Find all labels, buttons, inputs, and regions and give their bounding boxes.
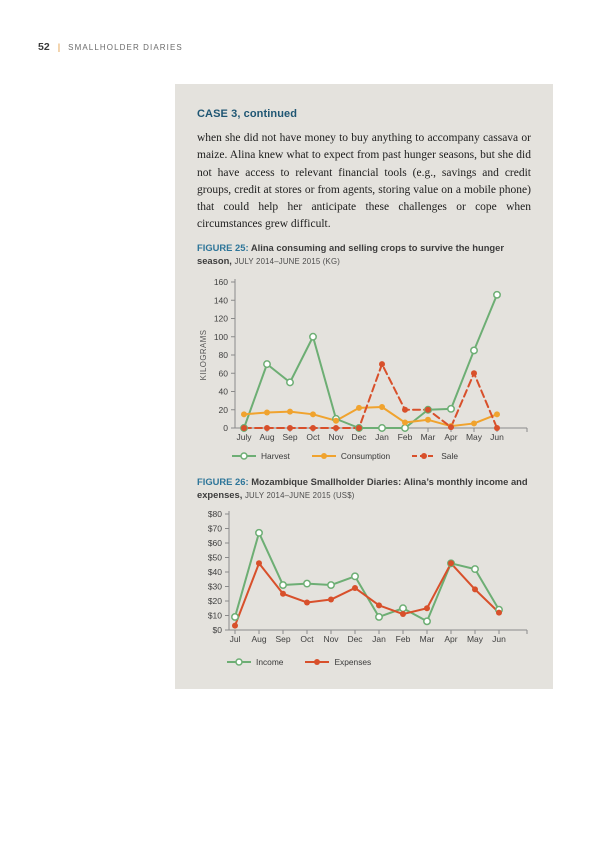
data-point-sale [425, 407, 431, 413]
data-point-income [232, 614, 238, 620]
data-point-harvest [264, 361, 270, 367]
figure26-caption [197, 475, 531, 503]
figure25-subtitle: JULY 2014–JUNE 2015 (KG) [234, 257, 341, 267]
data-point-harvest [402, 425, 408, 431]
svg-text:80: 80 [218, 349, 228, 360]
data-point-expenses [400, 611, 406, 617]
svg-text:Jul: Jul [229, 633, 241, 644]
svg-text:Jan: Jan [372, 633, 386, 644]
data-point-sale [494, 425, 500, 431]
data-point-consumption [379, 404, 385, 410]
data-point-expenses [280, 591, 286, 597]
svg-text:KILOGRAMS: KILOGRAMS [199, 329, 208, 381]
svg-text:Jun: Jun [490, 431, 504, 442]
svg-text:$20: $20 [207, 595, 222, 606]
header-divider: | [57, 41, 61, 53]
series-line-sale [244, 364, 497, 428]
svg-text:0: 0 [223, 422, 228, 433]
data-point-expenses [424, 605, 430, 611]
legend-marker-income [227, 657, 251, 667]
data-point-harvest [310, 333, 316, 339]
svg-text:Feb: Feb [397, 431, 413, 442]
data-point-income [304, 580, 310, 586]
svg-text:100: 100 [213, 331, 228, 342]
figure26-title: Mozambique Smallholder Diaries: Alina’s monthly income and expenses, [197, 475, 528, 501]
svg-text:Oct: Oct [300, 633, 314, 644]
svg-text:Aug: Aug [259, 431, 275, 442]
data-point-expenses [376, 602, 382, 608]
legend-item-sale [412, 451, 458, 461]
data-point-harvest [379, 425, 385, 431]
figure25-chart [197, 271, 531, 450]
legend-item-income [227, 657, 283, 667]
case-study-box [175, 84, 553, 689]
data-point-sale [471, 370, 477, 376]
data-point-income [328, 582, 334, 588]
data-point-expenses [496, 609, 502, 615]
data-point-sale [379, 361, 385, 367]
figure26-chart [197, 505, 531, 656]
legend-marker-harvest [232, 451, 256, 461]
svg-text:May: May [465, 431, 483, 442]
data-point-sale [287, 425, 293, 431]
data-point-income [376, 614, 382, 620]
data-point-income [400, 605, 406, 611]
legend-label: Income [256, 656, 284, 667]
data-point-expenses [472, 586, 478, 592]
svg-text:20: 20 [218, 404, 228, 415]
legend-item-harvest [232, 451, 290, 461]
figure26-subtitle: JULY 2014–JUNE 2015 (US$) [244, 491, 355, 501]
data-point-sale [333, 425, 339, 431]
data-point-harvest [448, 405, 454, 411]
svg-text:$10: $10 [207, 610, 222, 621]
svg-text:$50: $50 [207, 552, 222, 563]
svg-text:160: 160 [213, 276, 228, 287]
legend-marker-expenses [305, 657, 329, 667]
data-point-harvest [287, 379, 293, 385]
legend-label: Harvest [261, 450, 290, 461]
figure25-title: Alina consuming and selling crops to survive the hunger season, [197, 241, 505, 267]
series-line-income [235, 533, 499, 621]
legend-item-expenses [305, 657, 371, 667]
page-number: 52 [38, 41, 50, 53]
svg-text:$40: $40 [207, 566, 222, 577]
case-heading: CASE 3, continued [197, 108, 298, 120]
svg-text:Jan: Jan [375, 431, 389, 442]
data-point-sale [264, 425, 270, 431]
data-point-consumption [264, 409, 270, 415]
data-point-income [424, 618, 430, 624]
data-point-consumption [402, 419, 408, 425]
data-point-consumption [333, 417, 339, 423]
svg-text:Jun: Jun [492, 633, 506, 644]
svg-text:Apr: Apr [444, 431, 458, 442]
figure25-label: FIGURE 25: [197, 241, 249, 253]
line-chart-svg [197, 271, 531, 445]
running-title: SMALLHOLDER DIARIES [68, 43, 183, 52]
data-point-sale [402, 407, 408, 413]
svg-text:$30: $30 [207, 581, 222, 592]
figure25-legend [232, 451, 531, 461]
data-point-consumption [356, 405, 362, 411]
data-point-consumption [494, 411, 500, 417]
svg-text:Sep: Sep [275, 633, 291, 644]
figure26-legend [227, 657, 531, 667]
data-point-sale [356, 425, 362, 431]
svg-text:$70: $70 [207, 523, 222, 534]
svg-text:$60: $60 [207, 537, 222, 548]
legend-marker-sale [412, 451, 436, 461]
svg-text:Dec: Dec [351, 431, 367, 442]
data-point-consumption [471, 420, 477, 426]
figure25-caption [197, 241, 531, 269]
data-point-harvest [494, 291, 500, 297]
data-point-expenses [448, 560, 454, 566]
svg-text:Feb: Feb [395, 633, 411, 644]
svg-text:Mar: Mar [419, 633, 435, 644]
page-header [38, 41, 183, 53]
data-point-income [280, 582, 286, 588]
svg-text:Oct: Oct [306, 431, 320, 442]
svg-text:Nov: Nov [328, 431, 344, 442]
legend-item-consumption [312, 451, 390, 461]
svg-text:Dec: Dec [347, 633, 363, 644]
svg-text:60: 60 [218, 368, 228, 379]
legend-label: Sale [441, 450, 458, 461]
data-point-expenses [352, 585, 358, 591]
svg-text:140: 140 [213, 295, 228, 306]
line-chart-svg [197, 505, 531, 651]
svg-text:$0: $0 [212, 624, 222, 635]
svg-text:July: July [236, 431, 252, 442]
data-point-consumption [241, 411, 247, 417]
svg-text:40: 40 [218, 386, 228, 397]
figure26-label: FIGURE 26: [197, 475, 249, 487]
legend-marker-consumption [312, 451, 336, 461]
data-point-expenses [232, 622, 238, 628]
svg-text:Apr: Apr [444, 633, 458, 644]
svg-text:May: May [466, 633, 484, 644]
data-point-expenses [328, 596, 334, 602]
data-point-consumption [310, 411, 316, 417]
data-point-income [352, 573, 358, 579]
svg-text:Mar: Mar [420, 431, 436, 442]
series-line-consumption [244, 407, 497, 426]
data-point-consumption [287, 408, 293, 414]
data-point-sale [448, 424, 454, 430]
series-line-expenses [235, 563, 499, 625]
case-body-paragraph: when she did not have money to buy anything to accompany cassava or maize. Alina knew what to expect from past hunger seasons, but she did not have access to relevant financial tools (e.g., savings and credit groups, credit at stores or from agents, storing value on a mobile phone) that could help her anticipate these challenges or cope when circumstances grew difficult. [197, 132, 531, 231]
svg-text:120: 120 [213, 313, 228, 324]
data-point-harvest [471, 347, 477, 353]
svg-text:$80: $80 [207, 508, 222, 519]
data-point-income [256, 529, 262, 535]
svg-text:Sep: Sep [282, 431, 298, 442]
data-point-consumption [425, 417, 431, 423]
legend-label: Consumption [340, 450, 391, 461]
data-point-expenses [256, 560, 262, 566]
data-point-income [472, 566, 478, 572]
svg-text:Nov: Nov [323, 633, 339, 644]
data-point-sale [310, 425, 316, 431]
svg-text:Aug: Aug [251, 633, 267, 644]
data-point-expenses [304, 599, 310, 605]
data-point-sale [241, 425, 247, 431]
legend-label: Expenses [334, 656, 372, 667]
